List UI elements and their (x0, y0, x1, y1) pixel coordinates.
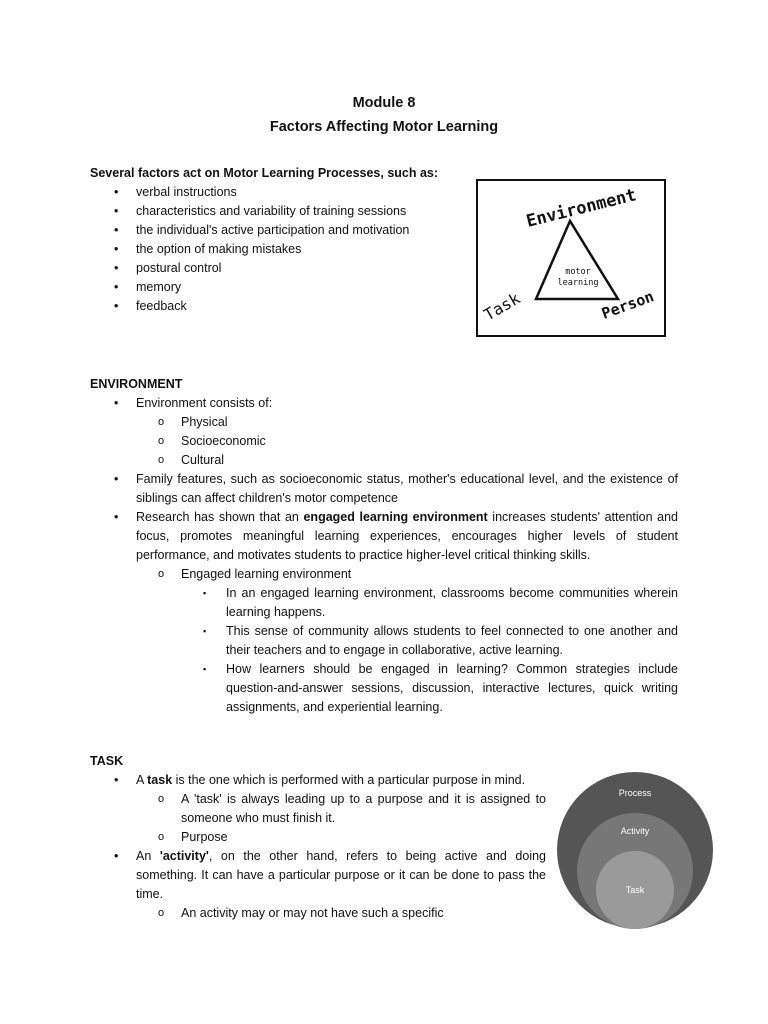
engaged-sub-list (181, 584, 678, 717)
intro-section (90, 164, 460, 316)
environment-consists: Environment consists of: (136, 396, 273, 410)
research-text-pre: Research has shown that an (136, 510, 304, 524)
list-item: o An activity may or may not have such a specific (136, 904, 546, 923)
nested-circles-diagram (556, 770, 714, 930)
person-label: Person (599, 287, 657, 323)
environment-types-list (136, 413, 678, 470)
task-heading: TASK (90, 754, 124, 768)
task-def-bold: task (147, 773, 173, 787)
module-title: Factors Affecting Motor Learning (269, 119, 499, 135)
task-def-pre: A (136, 773, 148, 787)
list-item (90, 847, 546, 923)
list-item: • verbal instructions (90, 183, 460, 202)
research-paragraph (136, 508, 678, 565)
task-circle-label: Task (625, 885, 645, 895)
environment-section (90, 375, 678, 717)
module-number: Module 8 (352, 95, 416, 111)
factors-list (90, 183, 460, 316)
activity-sub-list (136, 904, 546, 923)
activity-paragraph (136, 847, 546, 904)
activity-pre: An (136, 849, 160, 863)
environment-list (90, 394, 678, 717)
list-item: • Family features, such as socioeconomic status, mother's educational level, and the existence of siblings can affect children's motor competence (90, 470, 678, 508)
environment-label: Environment (524, 185, 639, 232)
research-text-post: increases students' attention and focus, promotes meaningful learning experiences, encourages higher levels of student performance, and motivates students to practice higher-level critical thinking skills. (136, 510, 679, 562)
list-item: ▪ This sense of community allows students to feel connected to one another and their teachers and to engage in collaborative, active learning. (181, 622, 678, 660)
list-item (136, 565, 678, 717)
list-item: • postural control (90, 259, 460, 278)
list-item: o Purpose (136, 828, 546, 847)
list-item: o A 'task' is always leading up to a purpose and it is assigned to someone who must finish it. (136, 790, 546, 828)
engaged-heading: Engaged learning environment (181, 567, 352, 581)
task-section (90, 752, 546, 923)
center-label-motor: motor (565, 267, 591, 277)
list-item: ▪ How learners should be engaged in learning? Common strategies include question-and-answer sessions, discussion, interactive lectures, quick writing assignments, and experiential learning. (181, 660, 678, 717)
list-item: • feedback (90, 297, 460, 316)
list-item: • the option of making mistakes (90, 240, 460, 259)
list-item: o Socioeconomic (136, 432, 678, 451)
motor-learning-triangle-figure (476, 179, 666, 337)
list-item (90, 394, 678, 470)
activity-bold: 'activity' (159, 849, 209, 863)
task-label: Task (480, 288, 524, 325)
activity-label: Activity (620, 826, 650, 836)
list-item (90, 508, 678, 717)
list-item: o Physical (136, 413, 678, 432)
research-text-bold: engaged learning environment (303, 510, 488, 524)
list-item: • the individual's active participation and motivation (90, 221, 460, 240)
list-item: o Cultural (136, 451, 678, 470)
activity-post: , on the other hand, refers to being active and doing something. It can have a particular purpose or it can be done to pass the time. (136, 849, 546, 901)
engaged-list (136, 565, 678, 717)
task-list (90, 771, 546, 923)
list-item: ▪ In an engaged learning environment, classrooms become communities wherein learning happens. (181, 584, 678, 622)
environment-heading: ENVIRONMENT (90, 377, 183, 391)
list-item (90, 771, 546, 847)
page-title (0, 94, 768, 137)
process-label: Process (618, 788, 652, 798)
center-label-learning: learning (557, 278, 599, 288)
list-item: • characteristics and variability of training sessions (90, 202, 460, 221)
task-def-post: is the one which is performed with a particular purpose in mind. (172, 773, 526, 787)
triangle-diagram (478, 181, 664, 335)
task-sub-list (136, 790, 546, 847)
list-item: • memory (90, 278, 460, 297)
process-activity-task-figure (556, 770, 714, 930)
intro-heading: Several factors act on Motor Learning Processes, such as: (90, 166, 439, 180)
